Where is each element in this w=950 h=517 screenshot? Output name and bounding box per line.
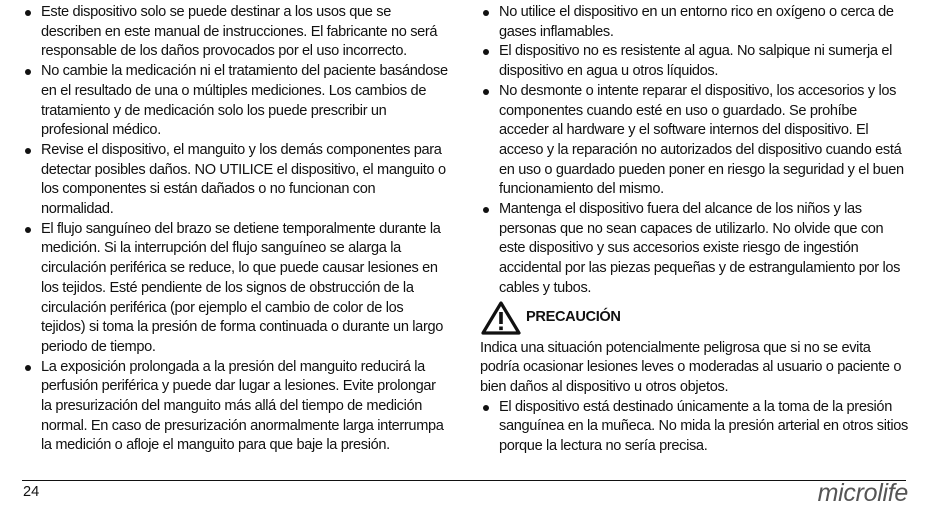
- bullet-icon: [483, 405, 489, 411]
- list-item-text: Revise el dispositivo, el manguito y los demás componentes para detectar posibles daños. NO UTILICE el dispositivo, el manguito o los componentes si están dañados o no funcionan con normalidad.: [41, 141, 446, 218]
- list-item-text: Este dispositivo solo se puede destinar a los usos que se describen en este manual de instrucciones. El fabricante no será responsable de los daños provocados por el uso incorrecto.: [41, 4, 438, 60]
- list-item-text: La exposición prolongada a la presión del manguito reducirá la perfusión periférica y puede dar lugar a lesiones. Evite prolongar la presurización del manguito más allá del tiempo de medición normal. En caso de presurización anormalmente larga interrumpa la medición o afloje el manguito para que baje la presión.: [41, 358, 444, 454]
- list-item: [480, 42, 910, 81]
- list-item: [22, 358, 450, 457]
- left-column: [22, 3, 450, 456]
- list-item-text: El dispositivo no es resistente al agua. No salpique ni sumerja el dispositivo en agua u otros líquidos.: [499, 43, 893, 80]
- list-item: [22, 220, 450, 358]
- list-item: [480, 3, 910, 42]
- list-item: [480, 200, 910, 299]
- bullet-icon: [483, 89, 489, 95]
- caution-title: PRECAUCIÓN: [526, 308, 621, 325]
- bullet-icon: [483, 49, 489, 55]
- list-item-text: No desmonte o intente reparar el dispositivo, los accesorios y los componentes cuando esté en uso o guardado. Se prohíbe acceder al hardware y el software internos del dispositivo. El acceso y la reparación no autorizados del dispositivo cuando está en uso o guardado pueden poner en riesgo la seguridad y el buen funcionamiento del mismo.: [499, 82, 904, 198]
- list-item-text: No cambie la medicación ni el tratamiento del paciente basándose en el resultado de una o múltiples mediciones. Los cambios de tratamiento y de medicación solo los puede prescribir un profesional médico.: [41, 63, 448, 139]
- caution-heading: [480, 301, 910, 337]
- page-number: 24: [23, 484, 40, 500]
- caution-bullet-list: [480, 398, 910, 457]
- list-item: [480, 398, 910, 457]
- list-item: [22, 3, 450, 62]
- right-column: [480, 3, 910, 457]
- list-item-text: No utilice el dispositivo en un entorno rico en oxígeno o cerca de gases inflamables.: [499, 4, 894, 40]
- bullet-icon: [25, 365, 31, 371]
- list-item-text: El dispositivo está destinado únicamente a la toma de la presión sanguínea en la muñeca. No mida la presión arterial en otros sitios porque la lectura no sería precisa.: [499, 398, 908, 455]
- footer-divider: [22, 480, 906, 481]
- bullet-icon: [25, 10, 31, 16]
- bullet-icon: [483, 207, 489, 213]
- bullet-icon: [25, 227, 31, 233]
- list-item: [22, 62, 450, 141]
- bullet-icon: [25, 148, 31, 154]
- list-item-text: El flujo sanguíneo del brazo se detiene temporalmente durante la medición. Si la interrupción del flujo sanguíneo se alarga la circulación periférica se reduce, lo que puede causar lesiones en los tejidos. Esté pendiente de los signos de obstrucción de la circulación periférica (por ejemplo el cambio de color de los tejidos) si toma la presión de forma continuada o durante un largo periodo de tiempo.: [41, 220, 443, 355]
- brand-logo: microlife: [817, 479, 908, 507]
- warning-triangle-icon: [481, 301, 521, 335]
- list-item: [22, 141, 450, 220]
- right-bullet-list: [480, 3, 910, 299]
- bullet-icon: [483, 10, 489, 16]
- bullet-icon: [25, 69, 31, 75]
- list-item: [480, 82, 910, 200]
- list-item-text: Mantenga el dispositivo fuera del alcance de los niños y las personas que no sean capaces de utilizarlo. No olvide que con este dispositivo y sus accesorios existe riesgo de ingestión accidental por las piezas pequeñas y de estrangulamiento por los cables y tubos.: [499, 201, 901, 296]
- caution-description: Indica una situación potencialmente peligrosa que si no se evita podría ocasionar lesiones leves o moderadas al usuario o paciente o bien daños al dispositivo u otros objetos.: [480, 339, 902, 395]
- left-bullet-list: [22, 3, 450, 456]
